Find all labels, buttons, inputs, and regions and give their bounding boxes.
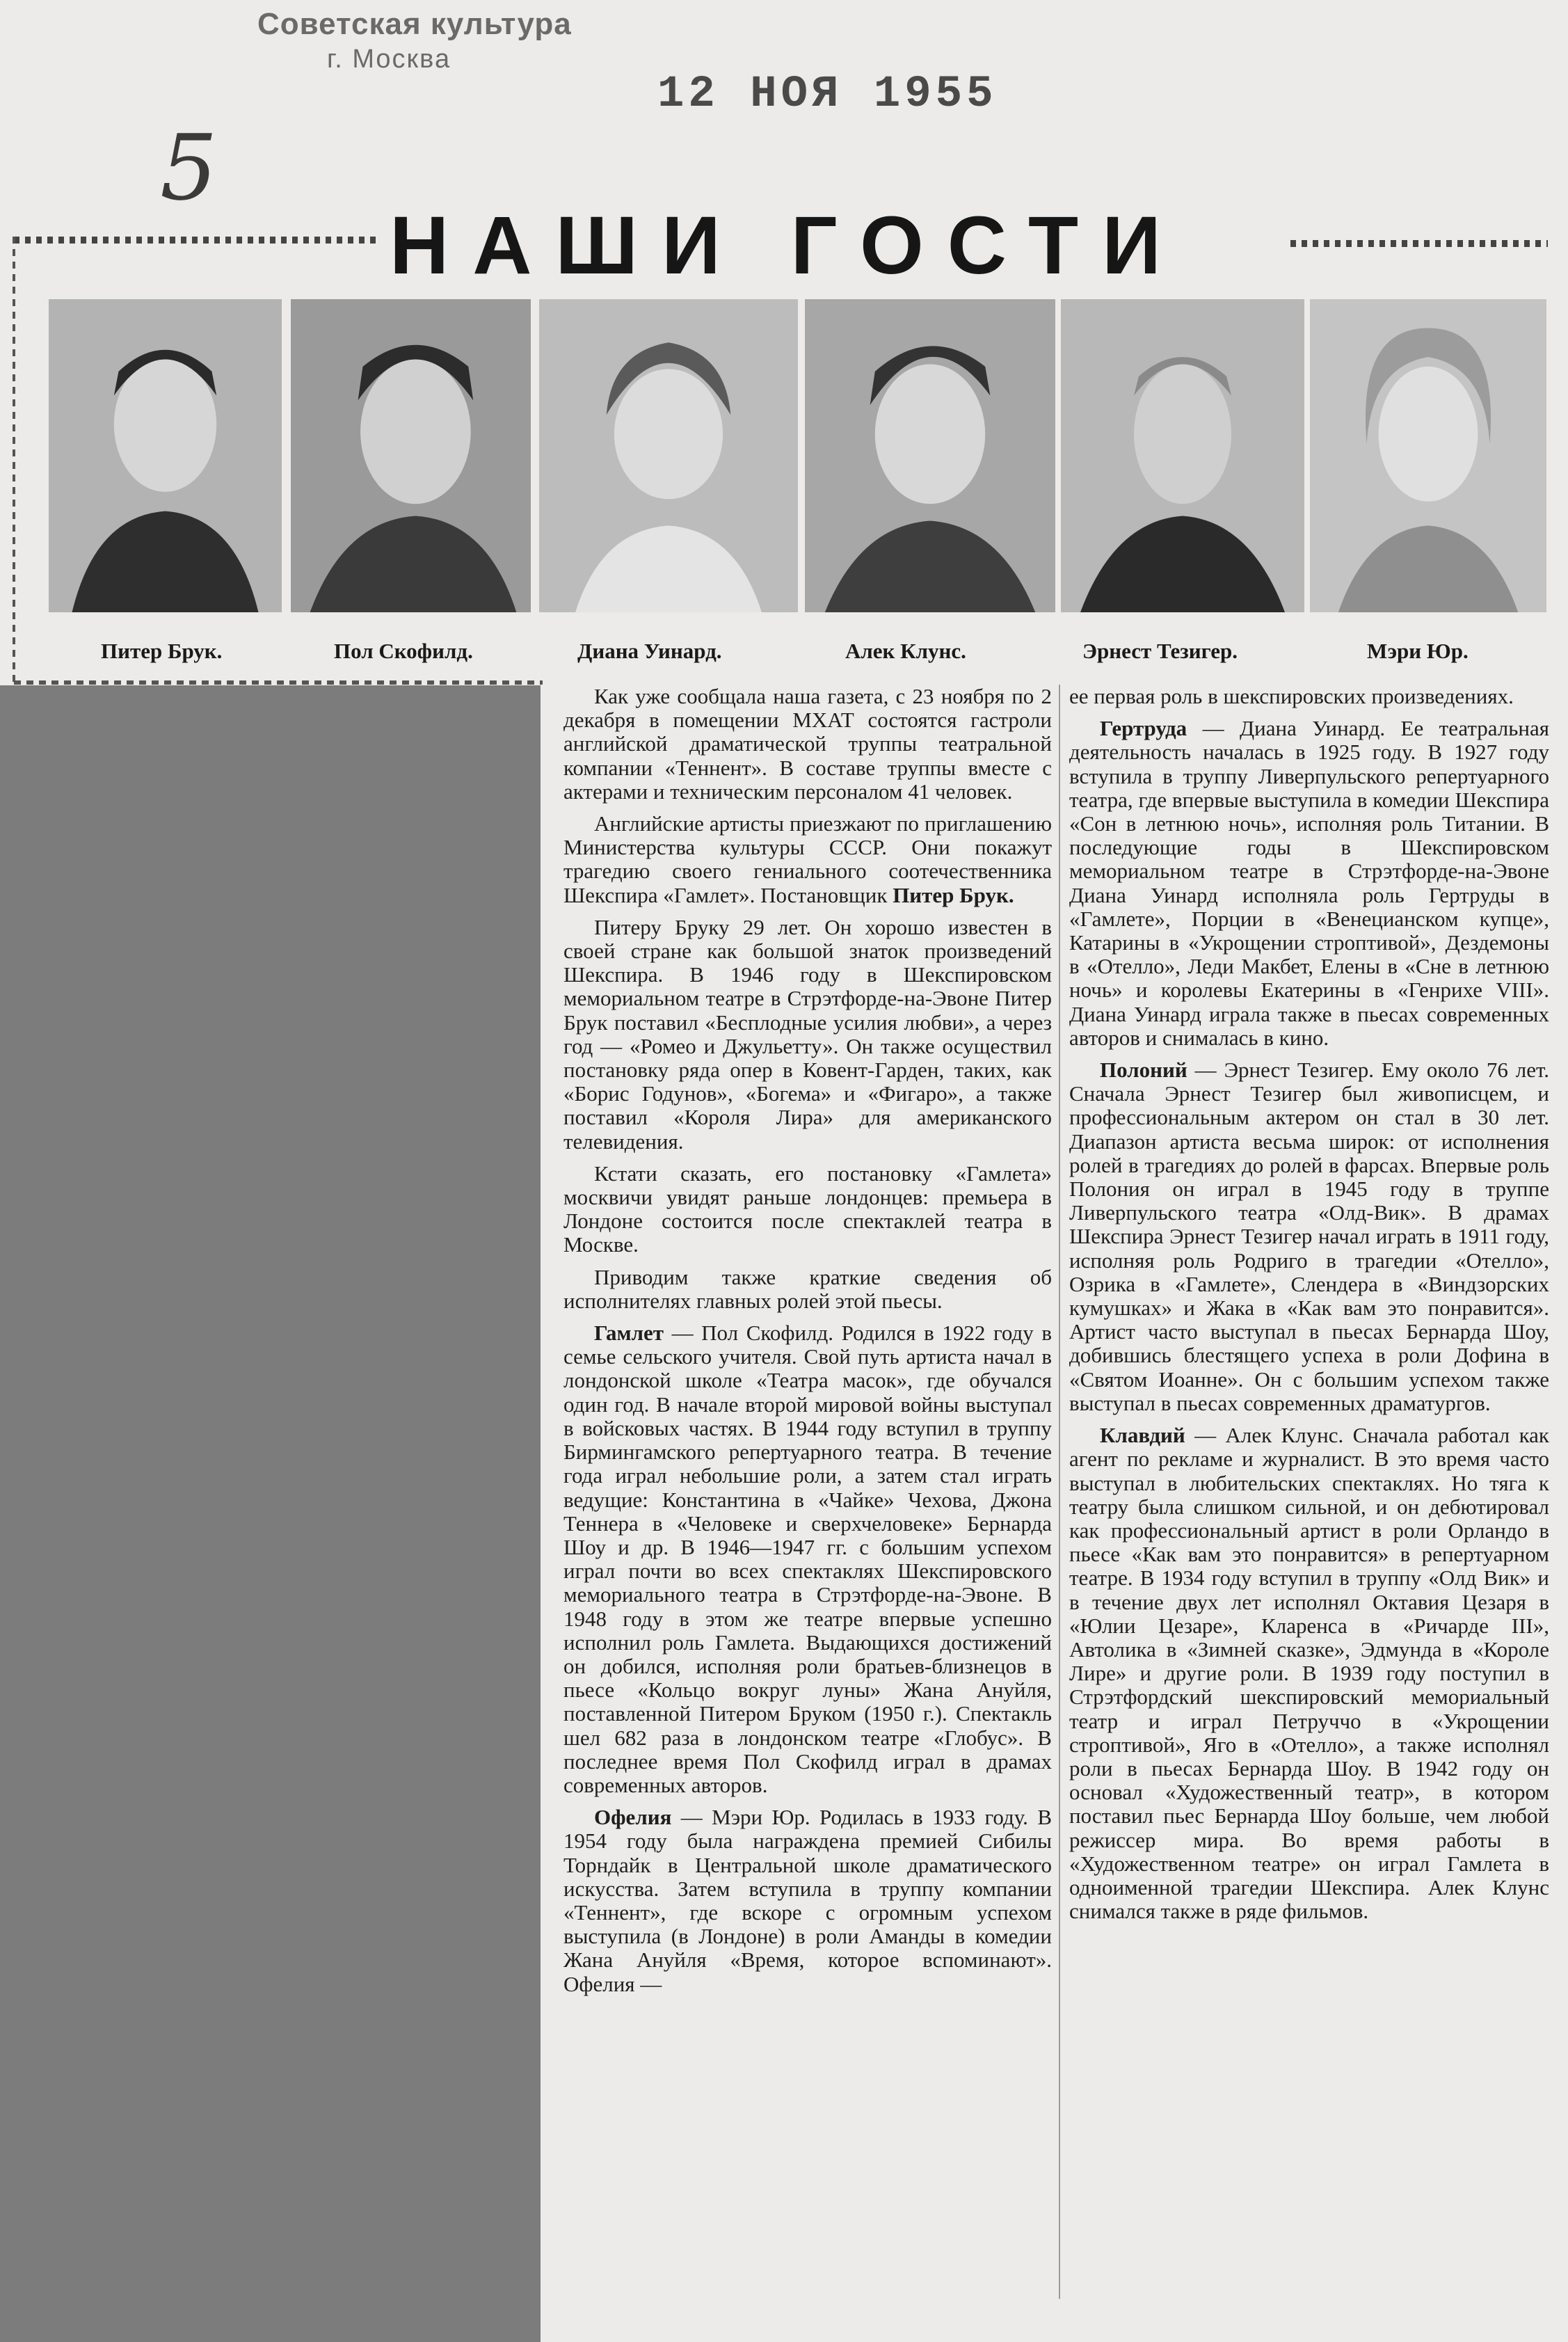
date-stamp: 12 НОЯ 1955: [657, 70, 998, 120]
article-paragraph: Гертруда — Диана Уинард. Ее театральная деятельность началась в 1925 году. В 1927 году вступила в труппу Ливерпульского репертуарного театра, где впервые выступила в комедии Шекспира «Сон в летнюю ночь», исполняя роль Титании. В последующие годы в Шекспировском мемориальном театре в Стрэтфорде-на-Эвоне Диана Уинард исполняла роль Гертруды в «Гамлете», Порции в «Венецианском купце», Катарины в «Укрощении строптивой», Дездемоны в «Отелло», Леди Макбет, Елены в «Сне в летнюю ночь» и королевы Екатерины в «Генрихе VIII». Диана Уинард играла также в пьесах современных авторов и снималась в кино.: [1069, 716, 1549, 1050]
photo-caption: Пол Скофилд.: [334, 639, 473, 663]
photo-caption: Питер Брук.: [101, 639, 223, 663]
border-decoration: [14, 680, 543, 685]
article-paragraph: Кстати сказать, его постановку «Гамлета» москвичи увидят раньше лондонцев: премьера в Лондоне состоится после спектаклей театра в Москве.: [563, 1161, 1052, 1257]
portrait-photo: [539, 299, 798, 612]
article-paragraph: Клавдий — Алек Клунс. Сначала работал как агент по рекламе и журналист. В это время часто выступал в любительских спектаклях. Но тяга к театру была слишком сильной, и он дебютировал как профессиональный артист в роли Орландо в пьесе «Как вам это понравится» в репертуарном театре. В 1934 году вступил в труппу «Олд Вик» и в течение двух лет исполнял Октавия Цезаря в «Юлии Цезаре», Кларенса в «Ричарде III», Автолика в «Зимней сказке», Эдмунда в «Короле Лире» и другие роли. В 1939 году поступил в Стрэтфордский шекспировский мемориальный театр и играл Петруччо в «Укрощении строптивой», Яго в «Отелло», а также исполнял роли в пьесах Бернарда Шоу. В 1942 году он основал «Художественный театр», в котором поставил пьес Бернарда Шоу больше, чем любой режиссер мира. Во время работы в «Художественном театре» он играл Гамлета в одноименной трагедии Шекспира. Алек Клунс снимался также в ряде фильмов.: [1069, 1423, 1549, 1924]
background-sheet: [0, 685, 541, 2342]
border-decoration: [1290, 240, 1548, 247]
photo-caption: Мэри Юр.: [1367, 639, 1469, 663]
article-paragraph: Гамлет — Пол Скофилд. Родился в 1922 году в семье сельского учителя. Свой путь артиста начал в лондонской школе «Театра масок», где обучался один год. В начале второй мировой войны выступал в войсковых частях. В 1944 году вступил в труппу Бирмингамского репертуарного театра. В течение года играл небольшие роли, а затем стал играть ведущие: Константина в «Чайке» Чехова, Джона Теннера в «Человеке и сверхчеловеке» Бернарда Шоу и др. В 1946—1947 гг. с большим успехом играл почти во всех спектаклях Шекспировского мемориального театра в Стрэтфорде-на-Эвоне. В 1948 году в этом же театре впервые успешно исполнил роль Гамлета. Выдающихся достижений он добился, исполняя роли братьев-близнецов в пьесе «Кольцо вокруг луны» Жана Ануйля, поставленной Питером Бруком (1950 г.). Спектакль шел 682 раза в лондонском театре «Глобус». В последнее время Пол Скофилд играл в драмах современных авторов.: [563, 1321, 1052, 1797]
article-paragraph: Питеру Бруку 29 лет. Он хорошо известен в своей стране как большой знаток произведений Шекспира. В 1946 году в Шекспировском мемориальном театре в Стрэтфорде-на-Эвоне Питер Брук поставил «Бесплодные усилия любви», а через год — «Ромео и Джульетту». Он также осуществил постановку ряда опер в Ковент-Гарден, таких, как «Борис Годунов», «Богема» и «Фигаро», а также поставил «Короля Лира» для американского телевидения.: [563, 914, 1052, 1154]
photo-caption: Эрнест Тезигер.: [1082, 639, 1238, 663]
photo-caption: Алек Клунс.: [845, 639, 966, 663]
article-paragraph: Приводим также краткие сведения об исполнителях главных ролей этой пьесы.: [563, 1264, 1052, 1313]
photo-caption: Диана Уинард.: [577, 639, 722, 663]
article-column-2: [1069, 685, 1549, 1931]
portrait-photo: [1061, 299, 1304, 612]
portrait-photo: [1310, 299, 1546, 612]
border-decoration: [13, 237, 15, 682]
border-decoration: [14, 237, 376, 244]
publication-stamp: Советская культура: [257, 7, 572, 41]
portrait-photo: [291, 299, 531, 612]
article-paragraph: Офелия — Мэри Юр. Родилась в 1933 году. В 1954 году была награждена премией Сибилы Торндайк в Центральной школе драматического искусства. Затем вступила в труппу компании «Теннент», где вскоре с огромным успехом выступила (в Лондоне) в роли Аманды в комедии Жана Ануйля «Время, которое вспоминают». Офелия —: [563, 1805, 1052, 1996]
portrait-photo: [805, 299, 1055, 612]
handwritten-page-number: 5: [160, 115, 218, 221]
article-paragraph: Английские артисты приезжают по приглашению Министерства культуры СССР. Они покажут трагедию своего гениального соотечественника Шекспира «Гамлет». Постановщик Питер Брук.: [563, 811, 1052, 907]
article-paragraph: ее первая роль в шекспировских произведениях.: [1069, 684, 1514, 708]
article-paragraph: Полоний — Эрнест Тезигер. Ему около 76 лет. Сначала Эрнест Тезигер был живописцем, и профессиональным актером он стал в 30 лет. Диапазон артиста весьма широк: от исполнения ролей в трагедиях до ролей в фарсах. Впервые роль Полония он играл в 1945 году в труппе Ливерпульского театра «Олд-Вик». В драмах Шекспира Эрнест Тезигер начал играть в 1911 году, исполняя роль Родриго в трагедии «Отелло», Озрика в «Гамлете», Слендера в «Виндзорских кумушках» и Жака в «Как вам это понравится». Артист часто выступал в пьесах Бернарда Шоу, добившись блестящего успеха в роли Дофина в «Святом Иоанне». Он с большим успехом также выступал в пьесах современных драматургов.: [1069, 1058, 1549, 1415]
article-paragraph: Как уже сообщала наша газета, с 23 ноября по 2 декабря в помещении МХАТ состоятся гастроли английской драматической труппы театральной компании «Теннент». В составе труппы вместе с актерами и техническим персоналом 41 человек.: [563, 684, 1052, 804]
headline: НАШИ ГОСТИ: [390, 200, 1185, 292]
portrait-photo: [49, 299, 282, 612]
column-divider: [1059, 685, 1060, 2299]
article-column-1: [563, 685, 1052, 2005]
city-stamp: г. Москва: [327, 45, 451, 74]
